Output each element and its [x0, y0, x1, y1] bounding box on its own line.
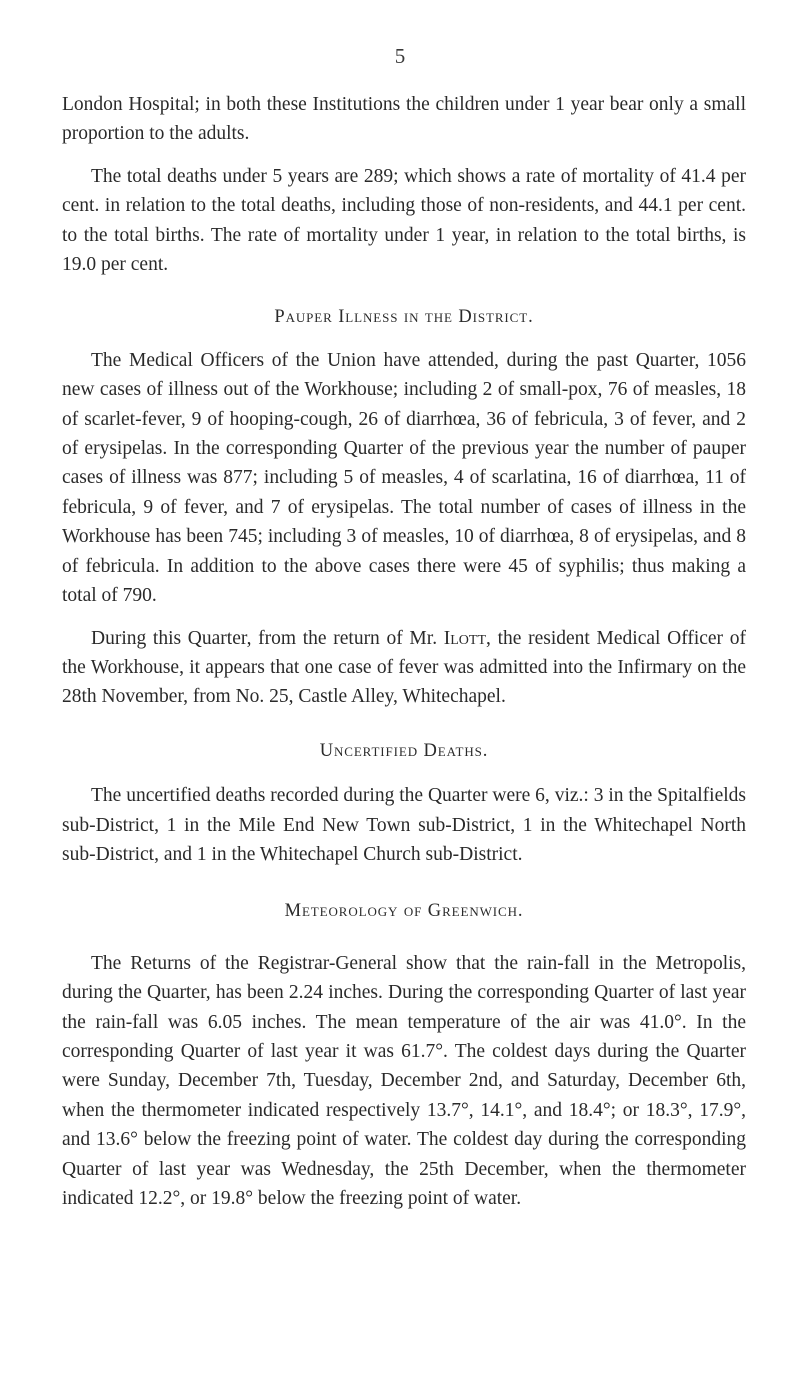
uncertified-deaths-paragraph: The uncertified deaths recorded during the Quarter were 6, viz.: 3 in the Spitalfields sub-District, 1 in the Mile End New Town sub-District, 1 in the Whitechapel North sub-District, and 1 in the Whitechapel Church sub-District.: [62, 785, 746, 865]
document-body: [62, 90, 746, 1213]
meteorology-heading: Meteorology of Greenwich.: [284, 901, 524, 922]
infirmary-text-start: During this Quarter, from the return of Mr.: [91, 627, 444, 649]
total-deaths-paragraph: The total deaths under 5 years are 289; which shows a rate of mortality of 41.4 per cent. in relation to the total deaths, including those of non-residents, and 44.1 per cent. to the total births. The rate of mortality under 1 year, in relation to the total births, is 19.0 per cent.: [62, 165, 746, 276]
uncertified-deaths-heading: Uncertified Deaths.: [319, 740, 489, 761]
infirmary-paragraph: [62, 624, 746, 712]
pauper-illness-heading: Pauper Illness in the District.: [274, 307, 534, 328]
officer-name: Ilott: [443, 627, 487, 649]
pauper-illness-paragraph: The Medical Officers of the Union have attended, during the past Quarter, 1056 new cases of illness out of the Workhouse; including 2 of small-pox, 76 of measles, 18 of scarlet-fever, 9 of hooping-cough, 26 of diarrhœa, 36 of febricula, 3 of fever, and 2 of erysipelas. In the corresponding Quarter of the previous year the number of pauper cases of illness was 877; including 5 of measles, 4 of scarlatina, 16 of diarrhœa, 11 of febricula, 9 of fever, and 7 of erysipelas. The total number of cases of illness in the Workhouse has been 745; including 3 of measles, 10 of diarrhœa, 8 of erysipelas, and 8 of febricula. In addition to the above cases there were 45 of syphilis; thus making a total of 790.: [62, 349, 746, 607]
page-number: 5: [394, 44, 406, 68]
meteorology-paragraph: The Returns of the Registrar-General show that the rain-fall in the Metropolis, during the Quarter, has been 2.24 inches. During the corresponding Quarter of last year the rain-fall was 6.05 inches. The mean temperature of the air was 41.0°. In the corresponding Quarter of last year it was 61.7°. The coldest days during the Quarter were Sunday, December 7th, Tuesday, December 2nd, and Saturday, December 6th, when the thermometer indicated respectively 13.7°, 14.1°, and 18.4°; or 18.3°, 17.9°, and 13.6° below the freezing point of water. The coldest day during the corresponding Quarter of last year was Wednesday, the 25th December, when the thermometer indicated 12.2°, or 19.8° below the freezing point of water.: [62, 952, 746, 1209]
infirmary-text-end: , the resident Medical Officer of the Workhouse, it appears that one case of fever was admitted into the Infirmary on the 28th November, from No. 25, Castle Alley, Whitechapel.: [62, 627, 746, 708]
intro-paragraph: London Hospital; in both these Institutions the children under 1 year bear only a small proportion to the adults.: [62, 94, 746, 145]
